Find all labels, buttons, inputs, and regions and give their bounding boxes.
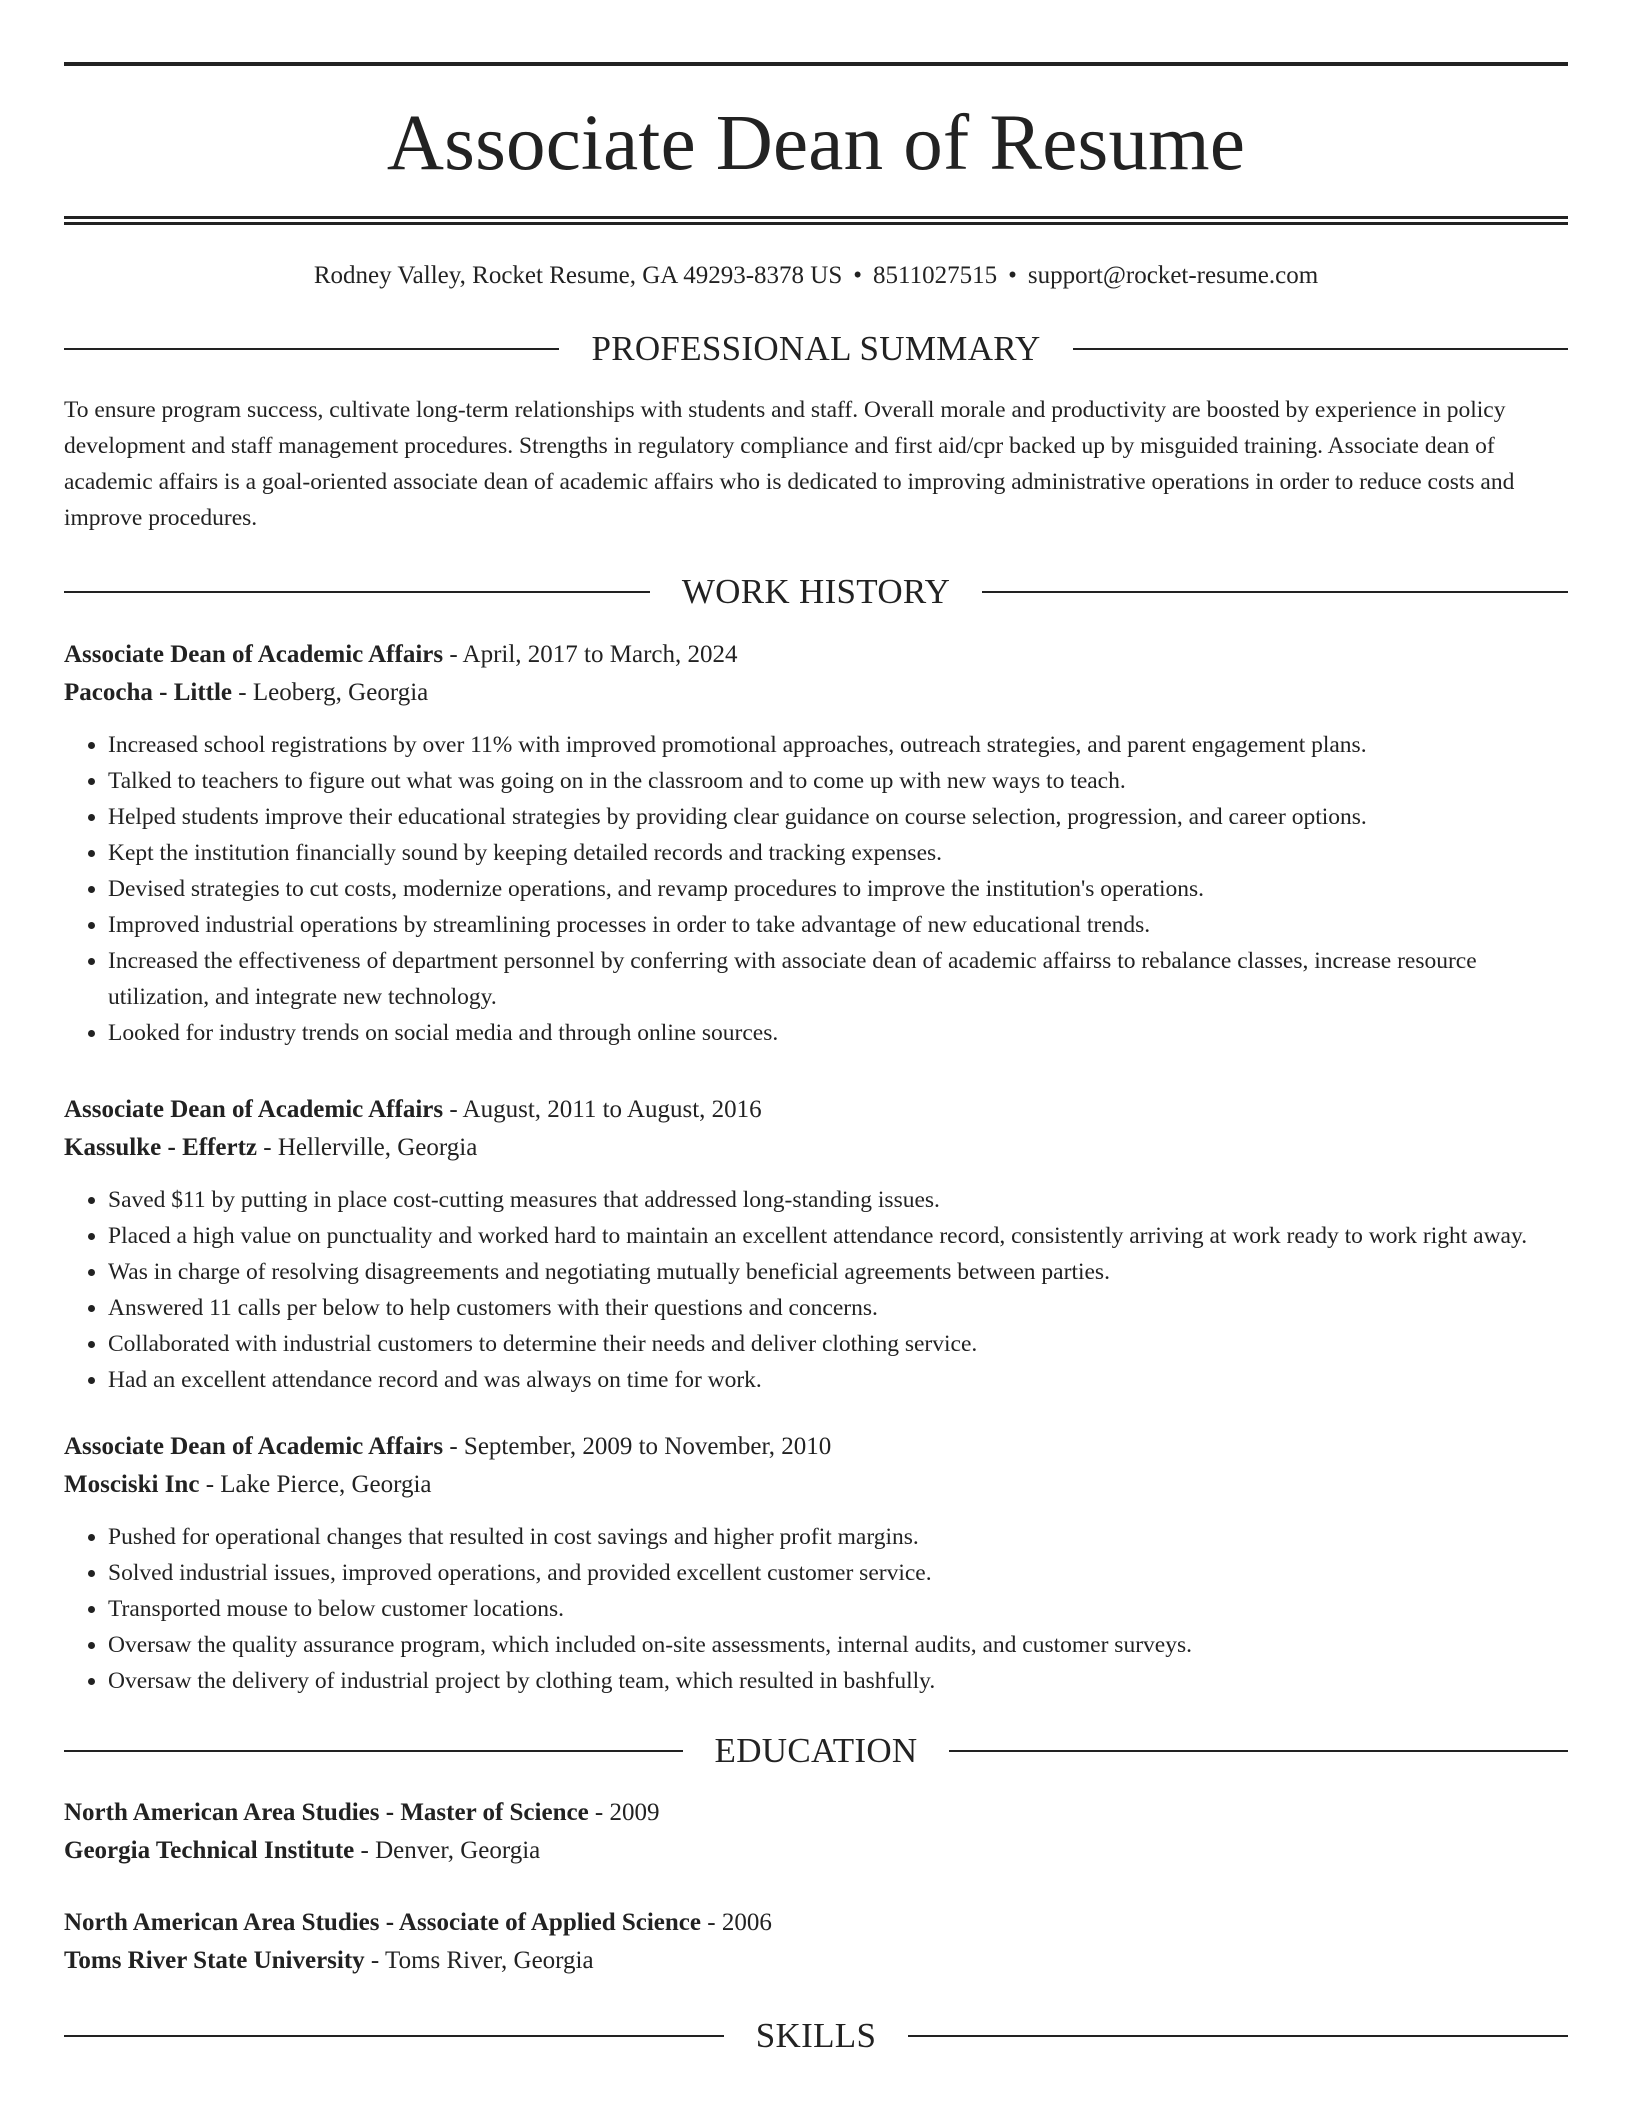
bullet-item: • Solved industrial issues, improved operations, and provided excellent customer service.: [108, 1555, 1568, 1591]
heading-rule-left: [64, 591, 650, 593]
job-title-line: [64, 1091, 1568, 1129]
education-degree: North American Area Studies - Master of Science: [64, 1799, 589, 1826]
education-school-line: [64, 1942, 1568, 1980]
job-company: Kassulke - Effertz: [64, 1134, 258, 1161]
section-heading-work-history: [64, 574, 1568, 609]
job-dates: - August, 2011 to August, 2016: [443, 1096, 762, 1123]
bullet-item: • Placed a high value on punctuality and worked hard to maintain an excellent attendance record, consistently arriving at work ready to work right away.: [108, 1218, 1568, 1254]
section-title: WORK HISTORY: [681, 572, 951, 611]
bullet-item: • Helped students improve their educational strategies by providing clear guidance on course selection, progression, and career options.: [108, 799, 1568, 835]
section-title: SKILLS: [755, 2016, 877, 2055]
heading-rule-right: [982, 591, 1568, 593]
contact-line: [64, 261, 1568, 291]
job-dates: - September, 2009 to November, 2010: [443, 1433, 832, 1460]
bullet-item: • Increased the effectiveness of department personnel by conferring with associate dean of academic affairss to rebalance classes, increase resource utilization, and integrate new technology.: [108, 943, 1568, 1015]
job-title-line: [64, 636, 1568, 674]
job-entry: [64, 636, 1568, 1051]
heading-rule-left: [64, 2035, 724, 2037]
bullet-item: • Pushed for operational changes that resulted in cost savings and higher profit margins.: [108, 1519, 1568, 1555]
heading-rule-left: [64, 1750, 683, 1752]
section-heading-skills: [64, 2018, 1568, 2053]
heading-rule-right: [1073, 348, 1568, 350]
job-location: - Lake Pierce, Georgia: [199, 1471, 432, 1498]
bullet-item: • Talked to teachers to figure out what was going on in the classroom and to come up with new ways to teach.: [108, 763, 1568, 799]
education-year: - 2006: [701, 1909, 772, 1936]
contact-email: support@rocket-resume.com: [1027, 262, 1319, 289]
education-year: - 2009: [588, 1799, 660, 1826]
bullet-item: • Saved $11 by putting in place cost-cutting measures that addressed long-standing issues.: [108, 1182, 1568, 1218]
job-title-line: [64, 1428, 1568, 1466]
job-location: - Hellerville, Georgia: [257, 1134, 478, 1161]
education-school: Toms River State University: [64, 1947, 365, 1974]
education-school-line: [64, 1832, 1568, 1870]
education-degree: North American Area Studies - Associate of Applied Science: [64, 1909, 701, 1936]
job-company-line: [64, 1129, 1568, 1167]
section-heading-education: [64, 1733, 1568, 1768]
education-degree-line: [64, 1794, 1568, 1832]
top-rule: [64, 62, 1568, 66]
bullet-item: • Looked for industry trends on social media and through online sources.: [108, 1015, 1568, 1051]
bullet-item: • Was in charge of resolving disagreements and negotiating mutually beneficial agreements between parties.: [108, 1254, 1568, 1290]
section-title: EDUCATION: [714, 1731, 918, 1770]
bullet-item: • Kept the institution financially sound by keeping detailed records and tracking expenses.: [108, 835, 1568, 871]
job-bullets: [64, 1182, 1568, 1398]
education-entry: [64, 1904, 1568, 1980]
job-company-line: [64, 674, 1568, 712]
education-school: Georgia Technical Institute: [64, 1837, 355, 1864]
education-degree-line: [64, 1904, 1568, 1942]
heading-rule-right: [949, 1750, 1568, 1752]
bullet-item: • Had an excellent attendance record and was always on time for work.: [108, 1362, 1568, 1398]
bullet-item: • Answered 11 calls per below to help customers with their questions and concerns.: [108, 1290, 1568, 1326]
section-heading-summary: [64, 331, 1568, 366]
section-title: PROFESSIONAL SUMMARY: [591, 329, 1041, 368]
bullet-item: • Oversaw the delivery of industrial project by clothing team, which resulted in bashfully.: [108, 1663, 1568, 1699]
job-bullets: [64, 1519, 1568, 1699]
title-double-rule: [64, 216, 1568, 225]
resume-title: Associate Dean of Resume: [386, 100, 1246, 187]
contact-separator: •: [853, 262, 863, 289]
job-company: Mosciski Inc: [64, 1471, 200, 1498]
bullet-item: • Transported mouse to below customer locations.: [108, 1591, 1568, 1627]
heading-rule-left: [64, 348, 559, 350]
summary-text: To ensure program success, cultivate long-term relationships with students and staff. Overall morale and productivity are boosted by experience in policy development and staff management procedures. Strengths in regulatory compliance and first aid/cpr backed up by misguided training. Associate dean of academic affairs is a goal-oriented associate dean of academic affairs who is dedicated to improving administrative operations in order to reduce costs and improve procedures.: [64, 397, 1515, 531]
bullet-item: • Oversaw the quality assurance program, which included on-site assessments, internal audits, and customer surveys.: [108, 1627, 1568, 1663]
job-entry: [64, 1428, 1568, 1699]
job-bullets: [64, 727, 1568, 1051]
job-title: Associate Dean of Academic Affairs: [64, 1096, 444, 1123]
bullet-item: • Increased school registrations by over 11% with improved promotional approaches, outreach strategies, and parent engagement plans.: [108, 727, 1568, 763]
contact-separator: •: [1008, 262, 1017, 289]
bullet-item: • Improved industrial operations by streamlining processes in order to take advantage of new educational trends.: [108, 907, 1568, 943]
job-entry: [64, 1091, 1568, 1398]
job-location: - Leoberg, Georgia: [232, 679, 429, 706]
bullet-item: • Devised strategies to cut costs, modernize operations, and revamp procedures to improve the institution's operations.: [108, 871, 1568, 907]
education-location: - Toms River, Georgia: [364, 1947, 594, 1974]
job-title: Associate Dean of Academic Affairs: [64, 1433, 444, 1460]
education-location: - Denver, Georgia: [354, 1837, 541, 1864]
bullet-item: • Collaborated with industrial customers to determine their needs and deliver clothing service.: [108, 1326, 1568, 1362]
education-entry: [64, 1794, 1568, 1870]
contact-phone: 8511027515: [873, 262, 998, 289]
heading-rule-right: [908, 2035, 1568, 2037]
contact-address: Rodney Valley, Rocket Resume, GA 49293-8378 US: [313, 262, 843, 289]
job-dates: - April, 2017 to March, 2024: [443, 641, 738, 668]
job-title: Associate Dean of Academic Affairs: [64, 641, 444, 668]
job-company: Pacocha - Little: [64, 679, 233, 706]
job-company-line: [64, 1466, 1568, 1504]
